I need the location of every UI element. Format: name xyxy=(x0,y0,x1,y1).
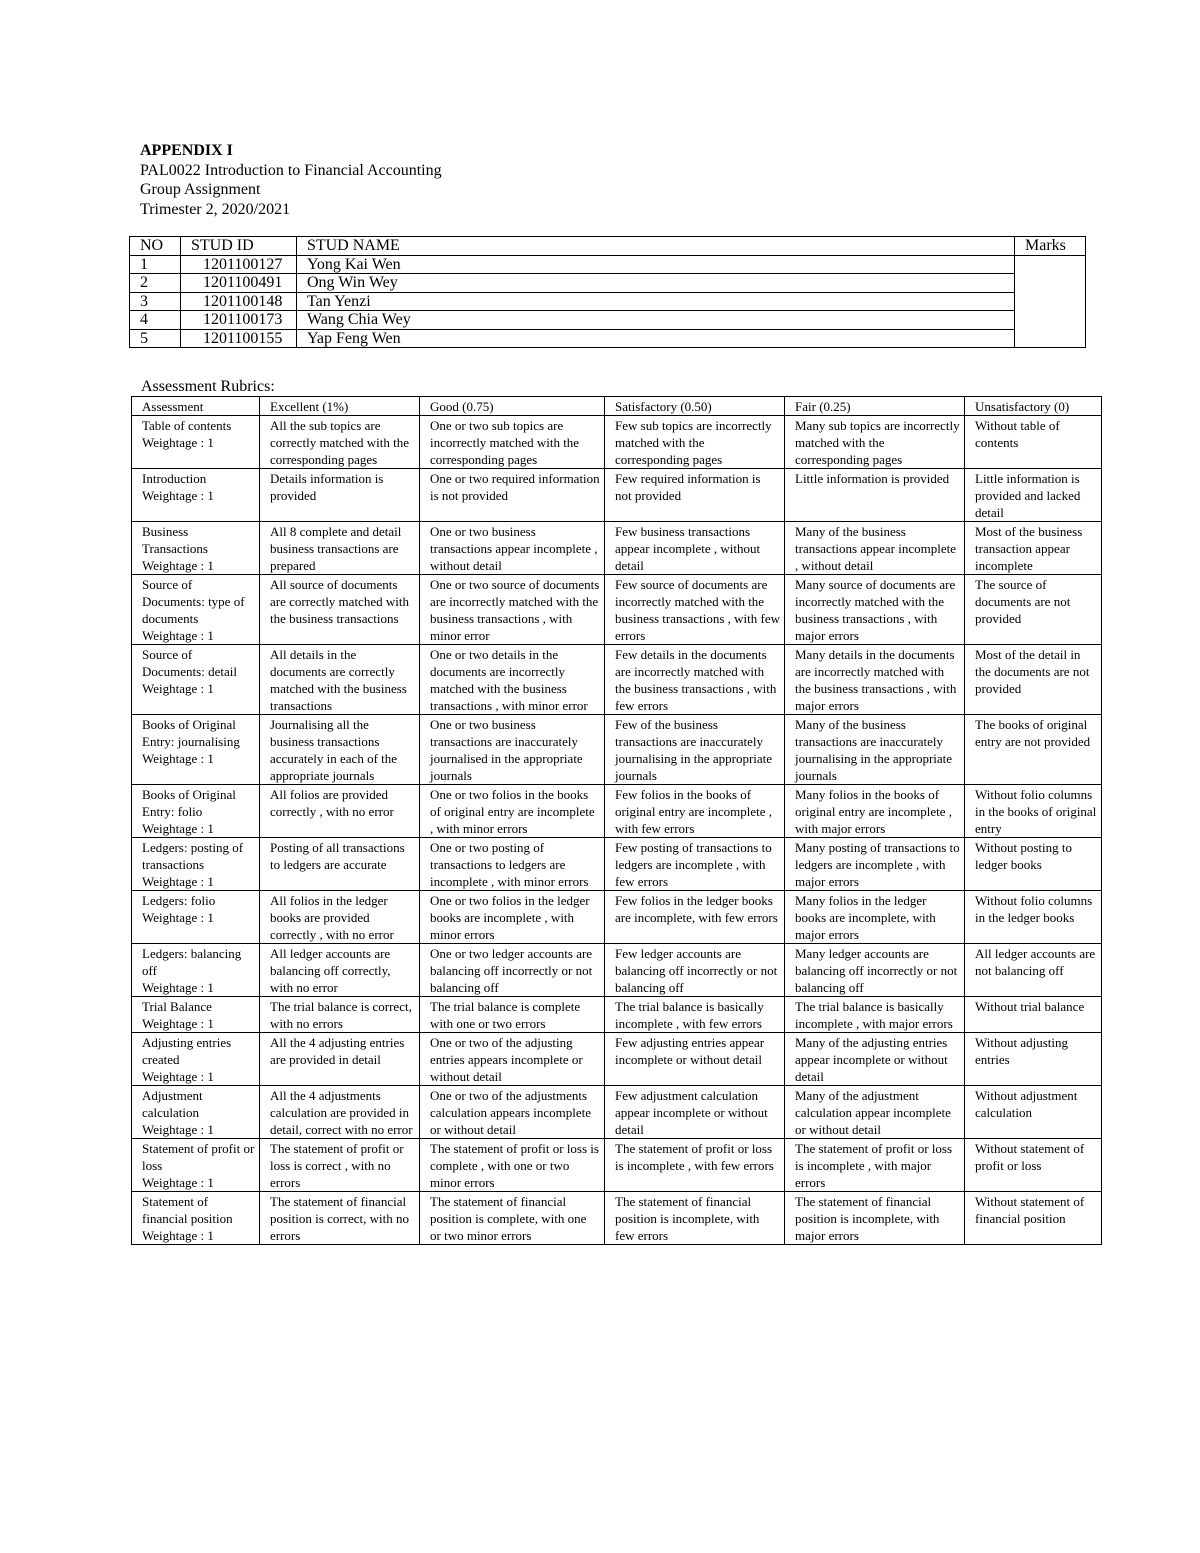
rubric-satisfactory-cell: Few source of documents are incorrectly matched with the business transactions , with few errors xyxy=(605,575,785,645)
header-satisfactory: Satisfactory (0.50) xyxy=(605,397,785,416)
rubric-unsatisfactory-cell: All ledger accounts are not balancing off xyxy=(965,944,1102,997)
rubric-criterion: Business Transactions xyxy=(142,524,208,556)
rubric-fair-cell: The statement of financial position is incomplete, with major errors xyxy=(785,1192,965,1245)
rubric-fair-cell: Many posting of transactions to ledgers are incomplete , with major errors xyxy=(785,838,965,891)
header-excellent: Excellent (1%) xyxy=(260,397,420,416)
rubric-criterion-cell xyxy=(132,997,260,1033)
rubric-unsatisfactory-cell: Without folio columns in the books of original entry xyxy=(965,785,1102,838)
header-no: NO xyxy=(130,237,181,256)
rubric-unsatisfactory-cell: Without adjustment calculation xyxy=(965,1086,1102,1139)
student-row xyxy=(130,311,1086,330)
rubric-fair-cell: Many folios in the ledger books are incomplete, with major errors xyxy=(785,891,965,944)
rubric-excellent-cell: All the sub topics are correctly matched with the corresponding pages xyxy=(260,416,420,469)
course-title: PAL0022 Introduction to Financial Accounting xyxy=(140,161,442,179)
rubrics-label: Assessment Rubrics: xyxy=(141,378,275,395)
students-table xyxy=(129,236,1086,348)
rubric-good-cell: One or two folios in the ledger books are incomplete , with minor errors xyxy=(420,891,605,944)
rubric-criterion-cell xyxy=(132,522,260,575)
rubric-satisfactory-cell: Few required information is not provided xyxy=(605,469,785,522)
assignment-type: Group Assignment xyxy=(140,181,261,198)
student-no: 4 xyxy=(130,311,181,330)
rubric-row xyxy=(132,715,1102,785)
rubric-fair-cell: Little information is provided xyxy=(785,469,965,522)
rubric-row xyxy=(132,785,1102,838)
rubric-weightage: Weightage : 1 xyxy=(142,1228,214,1243)
rubric-satisfactory-cell: Few folios in the ledger books are incomplete, with few errors xyxy=(605,891,785,944)
header-fair: Fair (0.25) xyxy=(785,397,965,416)
rubric-excellent-cell: The statement of profit or loss is correct , with no errors xyxy=(260,1139,420,1192)
rubric-good-cell: One or two sub topics are incorrectly matched with the corresponding pages xyxy=(420,416,605,469)
student-id: 1201100173 xyxy=(180,311,296,330)
rubric-weightage: Weightage : 1 xyxy=(142,681,214,696)
rubric-satisfactory-cell: Few posting of transactions to ledgers are incomplete , with few errors xyxy=(605,838,785,891)
rubric-fair-cell: Many of the business transactions are inaccurately journalising in the appropriate journals xyxy=(785,715,965,785)
rubric-unsatisfactory-cell: Most of the detail in the documents are not provided xyxy=(965,645,1102,715)
rubric-fair-cell: Many source of documents are incorrectly matched with the business transactions , with major errors xyxy=(785,575,965,645)
rubric-row xyxy=(132,1086,1102,1139)
rubric-good-cell: One or two source of documents are incorrectly matched with the business transactions , with minor error xyxy=(420,575,605,645)
rubric-weightage: Weightage : 1 xyxy=(142,821,214,836)
rubric-criterion-cell xyxy=(132,715,260,785)
rubric-satisfactory-cell: Few adjustment calculation appear incomplete or without detail xyxy=(605,1086,785,1139)
rubric-weightage: Weightage : 1 xyxy=(142,1069,214,1084)
rubric-row xyxy=(132,1139,1102,1192)
rubric-criterion-cell xyxy=(132,891,260,944)
student-no: 1 xyxy=(130,255,181,274)
rubric-unsatisfactory-cell: Without adjusting entries xyxy=(965,1033,1102,1086)
rubric-weightage: Weightage : 1 xyxy=(142,1175,214,1190)
student-id: 1201100155 xyxy=(180,329,296,348)
rubric-criterion-cell xyxy=(132,469,260,522)
header-stud-name: STUD NAME xyxy=(296,237,1014,256)
rubric-good-cell: One or two details in the documents are incorrectly matched with the business transactions , with minor error xyxy=(420,645,605,715)
rubric-fair-cell: The trial balance is basically incomplete , with major errors xyxy=(785,997,965,1033)
student-no: 5 xyxy=(130,329,181,348)
rubric-row xyxy=(132,1192,1102,1245)
rubric-row xyxy=(132,891,1102,944)
rubric-criterion: Adjustment calculation xyxy=(142,1088,203,1120)
rubric-row xyxy=(132,1033,1102,1086)
rubric-fair-cell: Many of the adjusting entries appear incomplete or without detail xyxy=(785,1033,965,1086)
rubric-good-cell: One or two ledger accounts are balancing off incorrectly or not balancing off xyxy=(420,944,605,997)
rubric-criterion-cell xyxy=(132,785,260,838)
student-row xyxy=(130,329,1086,348)
rubric-good-cell: One or two posting of transactions to ledgers are incomplete , with minor errors xyxy=(420,838,605,891)
rubric-criterion-cell xyxy=(132,1139,260,1192)
rubric-criterion: Statement of profit or loss xyxy=(142,1141,255,1173)
rubric-good-cell: One or two of the adjusting entries appears incomplete or without detail xyxy=(420,1033,605,1086)
rubric-good-cell: One or two required information is not provided xyxy=(420,469,605,522)
rubrics-table xyxy=(131,396,1102,1245)
rubric-row xyxy=(132,416,1102,469)
rubric-weightage: Weightage : 1 xyxy=(142,874,214,889)
rubric-excellent-cell: All the 4 adjustments calculation are provided in detail, correct with no error xyxy=(260,1086,420,1139)
rubric-good-cell: The statement of profit or loss is complete , with one or two minor errors xyxy=(420,1139,605,1192)
rubric-criterion-cell xyxy=(132,575,260,645)
rubric-unsatisfactory-cell: Without table of contents xyxy=(965,416,1102,469)
rubric-row xyxy=(132,944,1102,997)
student-name: Wang Chia Wey xyxy=(296,311,1014,330)
rubric-fair-cell: Many details in the documents are incorrectly matched with the business transactions , with major errors xyxy=(785,645,965,715)
rubric-weightage: Weightage : 1 xyxy=(142,488,214,503)
rubric-criterion: Adjusting entries created xyxy=(142,1035,232,1067)
rubric-row xyxy=(132,645,1102,715)
rubric-criterion: Trial Balance xyxy=(142,999,212,1014)
rubric-excellent-cell: Posting of all transactions to ledgers are accurate xyxy=(260,838,420,891)
rubric-row xyxy=(132,522,1102,575)
rubric-unsatisfactory-cell: The source of documents are not provided xyxy=(965,575,1102,645)
rubric-weightage: Weightage : 1 xyxy=(142,1016,214,1031)
rubric-unsatisfactory-cell: Without folio columns in the ledger books xyxy=(965,891,1102,944)
student-id: 1201100491 xyxy=(180,274,296,293)
rubric-excellent-cell: All 8 complete and detail business transactions are prepared xyxy=(260,522,420,575)
rubric-weightage: Weightage : 1 xyxy=(142,910,214,925)
rubric-good-cell: The statement of financial position is complete, with one or two minor errors xyxy=(420,1192,605,1245)
rubric-row xyxy=(132,575,1102,645)
rubric-unsatisfactory-cell: Without trial balance xyxy=(965,997,1102,1033)
rubric-criterion: Books of Original Entry: journalising xyxy=(142,717,240,749)
student-row xyxy=(130,274,1086,293)
rubric-criterion-cell xyxy=(132,838,260,891)
rubric-unsatisfactory-cell: Without statement of financial position xyxy=(965,1192,1102,1245)
rubric-fair-cell: Many sub topics are incorrectly matched with the corresponding pages xyxy=(785,416,965,469)
rubric-unsatisfactory-cell: Most of the business transaction appear incomplete xyxy=(965,522,1102,575)
rubric-satisfactory-cell: The statement of profit or loss is incomplete , with few errors xyxy=(605,1139,785,1192)
rubric-good-cell: One or two folios in the books of original entry are incomplete , with minor errors xyxy=(420,785,605,838)
rubric-satisfactory-cell: Few folios in the books of original entry are incomplete , with few errors xyxy=(605,785,785,838)
rubric-good-cell: The trial balance is complete with one or two errors xyxy=(420,997,605,1033)
student-no: 3 xyxy=(130,292,181,311)
rubric-satisfactory-cell: Few of the business transactions are inaccurately journalising in the appropriate journals xyxy=(605,715,785,785)
rubric-satisfactory-cell: The statement of financial position is incomplete, with few errors xyxy=(605,1192,785,1245)
rubric-good-cell: One or two business transactions appear incomplete , without detail xyxy=(420,522,605,575)
rubric-fair-cell: The statement of profit or loss is incomplete , with major errors xyxy=(785,1139,965,1192)
rubric-excellent-cell: All source of documents are correctly matched with the business transactions xyxy=(260,575,420,645)
rubric-satisfactory-cell: The trial balance is basically incomplete , with few errors xyxy=(605,997,785,1033)
rubric-excellent-cell: The statement of financial position is correct, with no errors xyxy=(260,1192,420,1245)
rubric-fair-cell: Many folios in the books of original entry are incomplete , with major errors xyxy=(785,785,965,838)
marks-cell xyxy=(1015,255,1086,348)
rubric-excellent-cell: All the 4 adjusting entries are provided in detail xyxy=(260,1033,420,1086)
rubric-excellent-cell: All ledger accounts are balancing off correctly, with no error xyxy=(260,944,420,997)
rubric-excellent-cell: The trial balance is correct, with no errors xyxy=(260,997,420,1033)
rubric-criterion: Statement of financial position xyxy=(142,1194,233,1226)
student-name: Yong Kai Wen xyxy=(296,255,1014,274)
student-row xyxy=(130,255,1086,274)
header-assessment: Assessment xyxy=(132,397,260,416)
rubric-satisfactory-cell: Few adjusting entries appear incomplete or without detail xyxy=(605,1033,785,1086)
rubric-criterion: Introduction xyxy=(142,471,207,486)
rubric-good-cell: One or two business transactions are inaccurately journalised in the appropriate journals xyxy=(420,715,605,785)
header-marks: Marks xyxy=(1015,237,1086,256)
rubric-unsatisfactory-cell: The books of original entry are not provided xyxy=(965,715,1102,785)
rubric-criterion-cell xyxy=(132,944,260,997)
student-name: Yap Feng Wen xyxy=(296,329,1014,348)
rubric-row xyxy=(132,997,1102,1033)
rubric-satisfactory-cell: Few details in the documents are incorrectly matched with the business transactions , with few errors xyxy=(605,645,785,715)
rubric-weightage: Weightage : 1 xyxy=(142,435,214,450)
rubric-satisfactory-cell: Few business transactions appear incomplete , without detail xyxy=(605,522,785,575)
rubric-unsatisfactory-cell: Without posting to ledger books xyxy=(965,838,1102,891)
rubric-criterion-cell xyxy=(132,416,260,469)
rubric-criterion: Source of Documents: detail xyxy=(142,647,237,679)
rubric-criterion-cell xyxy=(132,645,260,715)
rubric-weightage: Weightage : 1 xyxy=(142,628,214,643)
student-id: 1201100127 xyxy=(180,255,296,274)
rubric-weightage: Weightage : 1 xyxy=(142,980,214,995)
rubric-criterion: Ledgers: posting of transactions xyxy=(142,840,244,872)
student-id: 1201100148 xyxy=(180,292,296,311)
rubric-criterion-cell xyxy=(132,1086,260,1139)
student-name: Tan Yenzi xyxy=(296,292,1014,311)
document-header xyxy=(140,141,442,219)
rubric-row xyxy=(132,838,1102,891)
rubric-unsatisfactory-cell: Without statement of profit or loss xyxy=(965,1139,1102,1192)
rubric-criterion-cell xyxy=(132,1192,260,1245)
student-name: Ong Win Wey xyxy=(296,274,1014,293)
rubric-row xyxy=(132,469,1102,522)
rubric-excellent-cell: All details in the documents are correctly matched with the business transactions xyxy=(260,645,420,715)
header-stud-id: STUD ID xyxy=(180,237,296,256)
rubric-weightage: Weightage : 1 xyxy=(142,1122,214,1137)
rubric-excellent-cell: All folios in the ledger books are provided correctly , with no error xyxy=(260,891,420,944)
rubric-criterion: Source of Documents: type of documents xyxy=(142,577,245,626)
rubric-good-cell: One or two of the adjustments calculation appears incomplete or without detail xyxy=(420,1086,605,1139)
header-unsatisfactory: Unsatisfactory (0) xyxy=(965,397,1102,416)
student-row xyxy=(130,292,1086,311)
rubrics-header-row xyxy=(132,397,1102,416)
header-good: Good (0.75) xyxy=(420,397,605,416)
rubric-unsatisfactory-cell: Little information is provided and lacked detail xyxy=(965,469,1102,522)
rubric-weightage: Weightage : 1 xyxy=(142,558,214,573)
rubric-criterion: Books of Original Entry: folio xyxy=(142,787,236,819)
rubric-fair-cell: Many ledger accounts are balancing off incorrectly or not balancing off xyxy=(785,944,965,997)
rubric-satisfactory-cell: Few ledger accounts are balancing off incorrectly or not balancing off xyxy=(605,944,785,997)
rubric-criterion-cell xyxy=(132,1033,260,1086)
rubric-criterion: Table of contents xyxy=(142,418,232,433)
trimester: Trimester 2, 2020/2021 xyxy=(140,200,291,218)
appendix-title: APPENDIX I xyxy=(140,142,233,159)
students-header-row xyxy=(130,237,1086,256)
rubric-criterion: Ledgers: folio xyxy=(142,893,216,908)
student-no: 2 xyxy=(130,274,181,293)
rubric-criterion: Ledgers: balancing off xyxy=(142,946,242,978)
rubric-excellent-cell: Details information is provided xyxy=(260,469,420,522)
rubric-satisfactory-cell: Few sub topics are incorrectly matched with the corresponding pages xyxy=(605,416,785,469)
rubric-excellent-cell: Journalising all the business transactions accurately in each of the appropriate journals xyxy=(260,715,420,785)
rubric-excellent-cell: All folios are provided correctly , with no error xyxy=(260,785,420,838)
rubric-fair-cell: Many of the business transactions appear incomplete , without detail xyxy=(785,522,965,575)
rubric-weightage: Weightage : 1 xyxy=(142,751,214,766)
rubric-fair-cell: Many of the adjustment calculation appear incomplete or without detail xyxy=(785,1086,965,1139)
